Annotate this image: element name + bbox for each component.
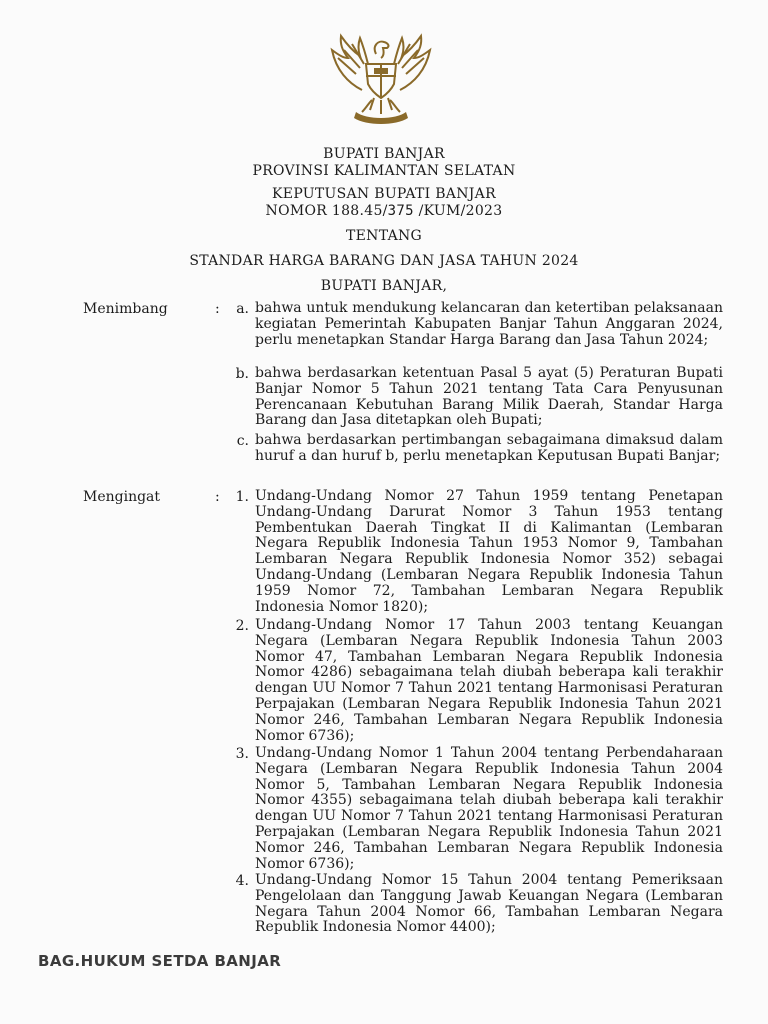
- province-title: PROVINSI KALIMANTAN SELATAN: [252, 163, 516, 179]
- mengingat-item-2: Undang-Undang Nomor 17 Tahun 2003 tentang Keuangan Negara (Lembaran Negara Republik Indonesia Tahun 2003 Nomor 47, Tambahan Lembaran Negara Republik Indonesia Nomor 4286) sebagaimana telah diubah beberapa kali terakhir dengan UU Nomor 7 Tahun 2021 tentang Harmonisasi Peraturan Perpajakan (Lembaran Negara Republik Indonesia Tahun 2021 Nomor 246, Tambahan Lembaran Negara Republik Indonesia Nomor 6736);: [255, 617, 723, 744]
- official-title: BUPATI BANJAR,: [320, 278, 448, 294]
- decree-number-handwritten: 375: [387, 203, 414, 219]
- menimbang-item-a: bahwa untuk mendukung kelancaran dan ketertiban pelaksanaan kegiatan Pemerintah Kabupaten Banjar Tahun Anggaran 2024, perlu menetapkan Standar Harga Barang dan Jasa Tahun 2024;: [255, 300, 723, 348]
- mengingat-item-2-num: 2.: [235, 618, 249, 634]
- mengingat-item-1-num: 1.: [235, 489, 249, 505]
- mengingat-item-3-num: 3.: [235, 746, 249, 762]
- decree-number: [0, 203, 768, 220]
- mengingat-item-3: Undang-Undang Nomor 1 Tahun 2004 tentang Perbendaharaan Negara (Lembaran Negara Republik Indonesia Tahun 2004 Nomor 5, Tambahan Lembaran Negara Republik Indonesia Nomor 4355) sebagaimana telah diubah beberapa kali terakhir dengan UU Nomor 7 Tahun 2021 tentang Harmonisasi Peraturan Perpajakan (Lembaran Negara Republik Indonesia Tahun 2021 Nomor 246, Tambahan Lembaran Negara Republik Indonesia Nomor 6736);: [255, 745, 723, 872]
- decree-number-prefix: NOMOR 188.45/: [265, 203, 388, 219]
- garuda-emblem-icon: [326, 28, 436, 128]
- menimbang-item-a-num: a.: [236, 301, 249, 317]
- menimbang-label: Menimbang: [83, 301, 168, 317]
- mengingat-item-1: Undang-Undang Nomor 27 Tahun 1959 tentang Penetapan Undang-Undang Darurat Nomor 3 Tahun 1953 tentang Pembentukan Daerah Tingkat II di Kalimantan (Lembaran Negara Republik Indonesia Tahun 1953 Nomor 9, Tambahan Lembaran Negara Republik Indonesia Nomor 352) sebagai Undang-Undang (Lembaran Negara Republik Indonesia Tahun 1959 Nomor 72, Tambahan Lembaran Negara Republik Indonesia Nomor 1820);: [255, 488, 723, 615]
- mengingat-label: Mengingat: [83, 489, 161, 505]
- mengingat-item-4-num: 4.: [235, 873, 249, 889]
- decree-number-suffix: /KUM/2023: [413, 203, 503, 219]
- mengingat-item-4: Undang-Undang Nomor 15 Tahun 2004 tentang Pemeriksaan Pengelolaan dan Tanggung Jawab Keuangan Negara (Lembaran Negara Tahun 2004 Nomor 66, Tambahan Lembaran Negara Republik Indonesia Nomor 4400);: [255, 872, 723, 936]
- regent-title: BUPATI BANJAR: [323, 146, 445, 162]
- mengingat-colon: :: [215, 489, 220, 505]
- tentang-heading: TENTANG: [345, 228, 423, 244]
- footer-label: BAG.HUKUM SETDA BANJAR: [38, 952, 282, 970]
- decree-subject: STANDAR HARGA BARANG DAN JASA TAHUN 2024: [189, 253, 579, 269]
- menimbang-item-c: bahwa berdasarkan pertimbangan sebagaimana dimaksud dalam huruf a dan huruf b, perlu menetapkan Keputusan Bupati Banjar;: [255, 432, 723, 464]
- menimbang-colon: :: [215, 301, 220, 317]
- menimbang-item-c-num: c.: [236, 433, 249, 449]
- menimbang-item-b: bahwa berdasarkan ketentuan Pasal 5 ayat (5) Peraturan Bupati Banjar Nomor 5 Tahun 2021 tentang Tata Cara Penyusunan Perencanaan Kebutuhan Barang Milik Daerah, Standar Harga Barang dan Jasa ditetapkan oleh Bupati;: [255, 365, 723, 429]
- decree-title: KEPUTUSAN BUPATI BANJAR: [272, 186, 496, 202]
- menimbang-item-b-num: b.: [235, 366, 249, 382]
